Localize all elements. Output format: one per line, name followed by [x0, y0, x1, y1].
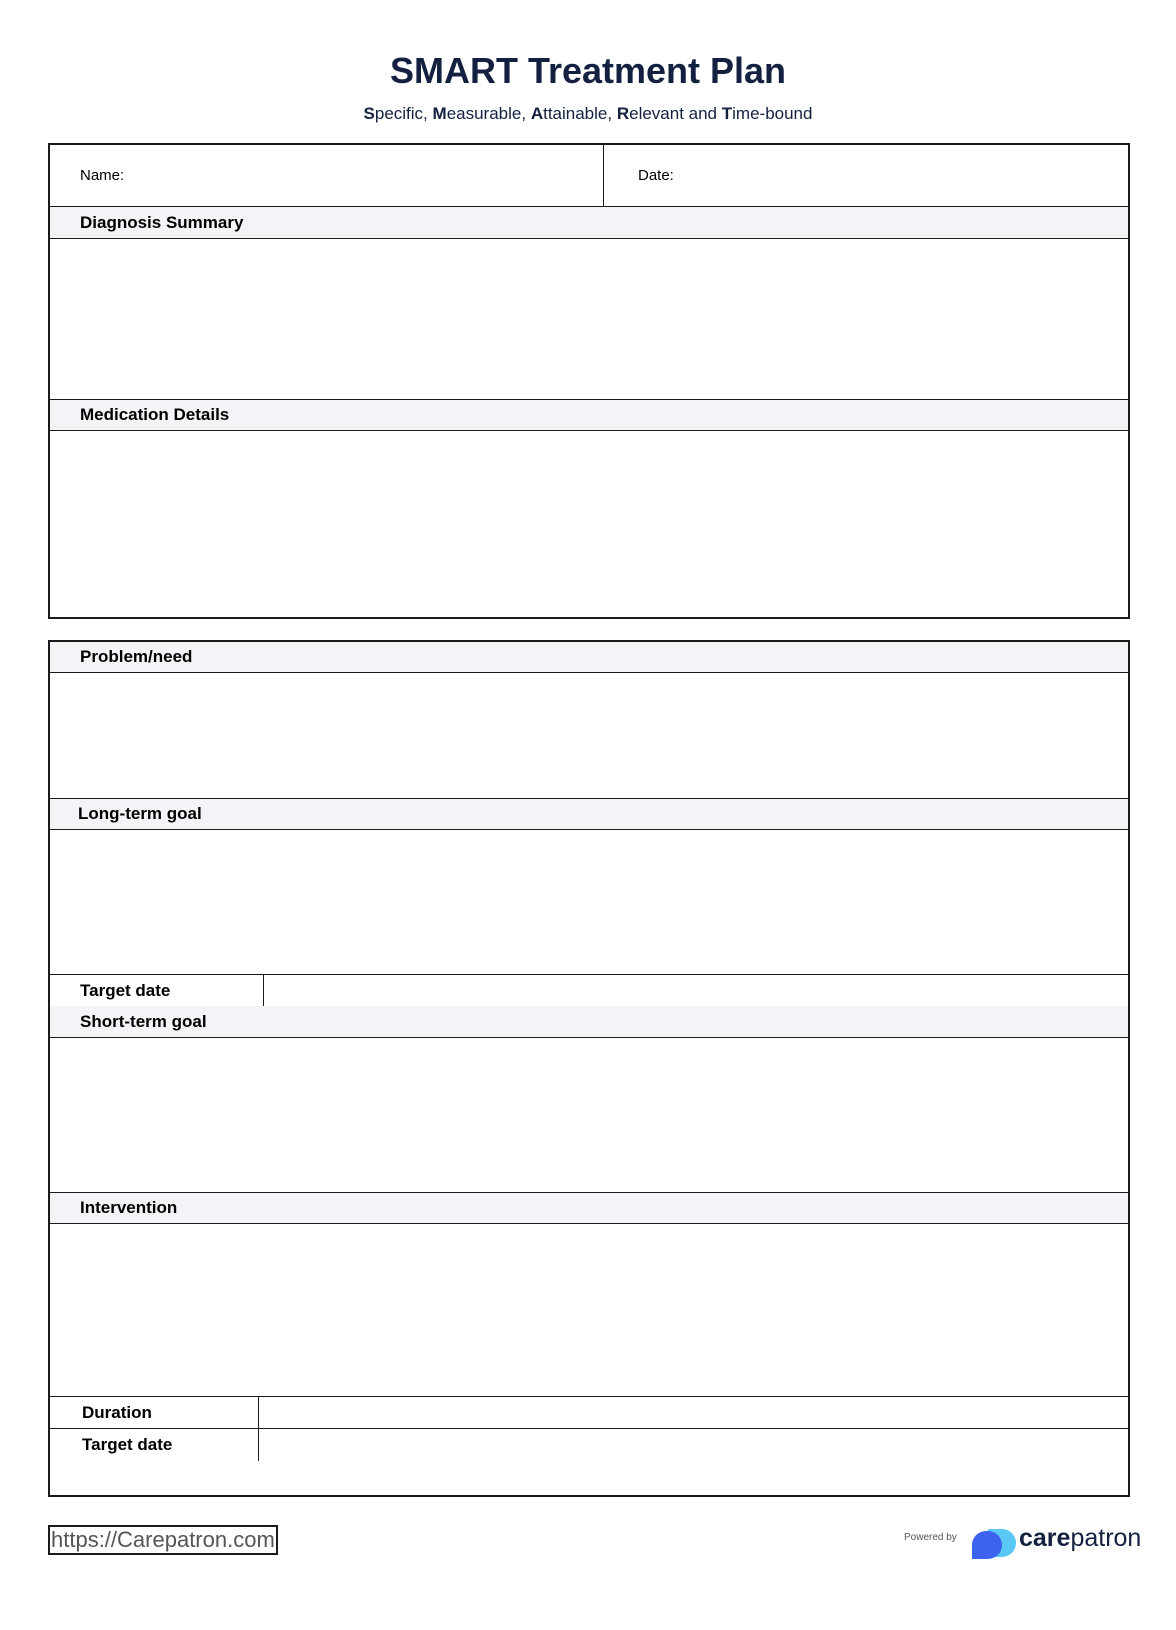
- short-term-goal-label: Short-term goal: [80, 1011, 207, 1031]
- diagnosis-summary-label: Diagnosis Summary: [80, 212, 244, 232]
- long-term-goal-header: [50, 798, 1128, 830]
- short-term-goal-field[interactable]: [50, 1038, 1128, 1192]
- target-date-field-1[interactable]: [264, 975, 1128, 1006]
- carepatron-link[interactable]: https://Carepatron.com: [48, 1525, 278, 1555]
- problem-need-header: [50, 642, 1128, 673]
- treatment-goals-form: [48, 640, 1130, 1497]
- page-title: SMART Treatment Plan: [389, 50, 787, 91]
- page-subtitle: [0, 104, 1176, 124]
- duration-field[interactable]: [259, 1397, 1128, 1428]
- problem-need-label: Problem/need: [80, 647, 193, 666]
- diagnosis-summary-field[interactable]: [50, 239, 1128, 399]
- intervention-label: Intervention: [80, 1198, 178, 1217]
- subtitle-letter-r: R: [616, 104, 630, 123]
- subtitle-word-specific: pecific,: [374, 104, 433, 123]
- target-date-field-2[interactable]: [259, 1428, 1128, 1461]
- logo-shape-front: [972, 1531, 1002, 1559]
- subtitle-word-attainable: ttainable,: [543, 104, 617, 123]
- problem-need-field[interactable]: [50, 673, 1128, 798]
- date-label: Date:: [638, 167, 674, 184]
- target-date-row-1: [50, 974, 1128, 1007]
- diagnosis-summary-header: [50, 207, 1128, 239]
- target-date-label-2: Target date: [50, 1428, 259, 1461]
- subtitle-letter-a: A: [530, 104, 544, 123]
- subtitle-letter-s: S: [363, 104, 375, 123]
- name-date-row: [50, 145, 1128, 207]
- intervention-field[interactable]: [50, 1224, 1128, 1396]
- name-label: Name:: [80, 167, 125, 184]
- brand-bold: care: [1019, 1524, 1071, 1552]
- medication-details-field[interactable]: [50, 431, 1128, 617]
- subtitle-word-time-bound: ime-bound: [732, 104, 813, 123]
- powered-by-label: Powered by: [904, 1532, 957, 1543]
- duration-row: [50, 1396, 1128, 1429]
- date-field[interactable]: [604, 145, 1128, 206]
- carepatron-logo-icon: [970, 1527, 1016, 1559]
- subtitle-word-measurable: easurable,: [446, 104, 531, 123]
- subtitle-letter-t: T: [721, 104, 733, 123]
- long-term-goal-field[interactable]: [50, 830, 1128, 974]
- short-term-goal-header: [50, 1006, 1128, 1038]
- brand-rest: patron: [1070, 1524, 1142, 1552]
- patient-info-form: [48, 143, 1130, 619]
- long-term-goal-label: Long-term goal: [78, 804, 202, 823]
- duration-label: Duration: [50, 1397, 259, 1428]
- target-date-row-2: [50, 1428, 1128, 1461]
- name-field[interactable]: [50, 145, 604, 206]
- carepatron-wordmark: [1019, 1524, 1141, 1553]
- target-date-label-1: Target date: [50, 975, 264, 1006]
- intervention-header: [50, 1192, 1128, 1224]
- medication-details-header: [50, 399, 1128, 431]
- medication-details-label: Medication Details: [80, 405, 230, 424]
- subtitle-letter-m: M: [432, 104, 447, 123]
- subtitle-word-relevant: elevant and: [629, 104, 722, 123]
